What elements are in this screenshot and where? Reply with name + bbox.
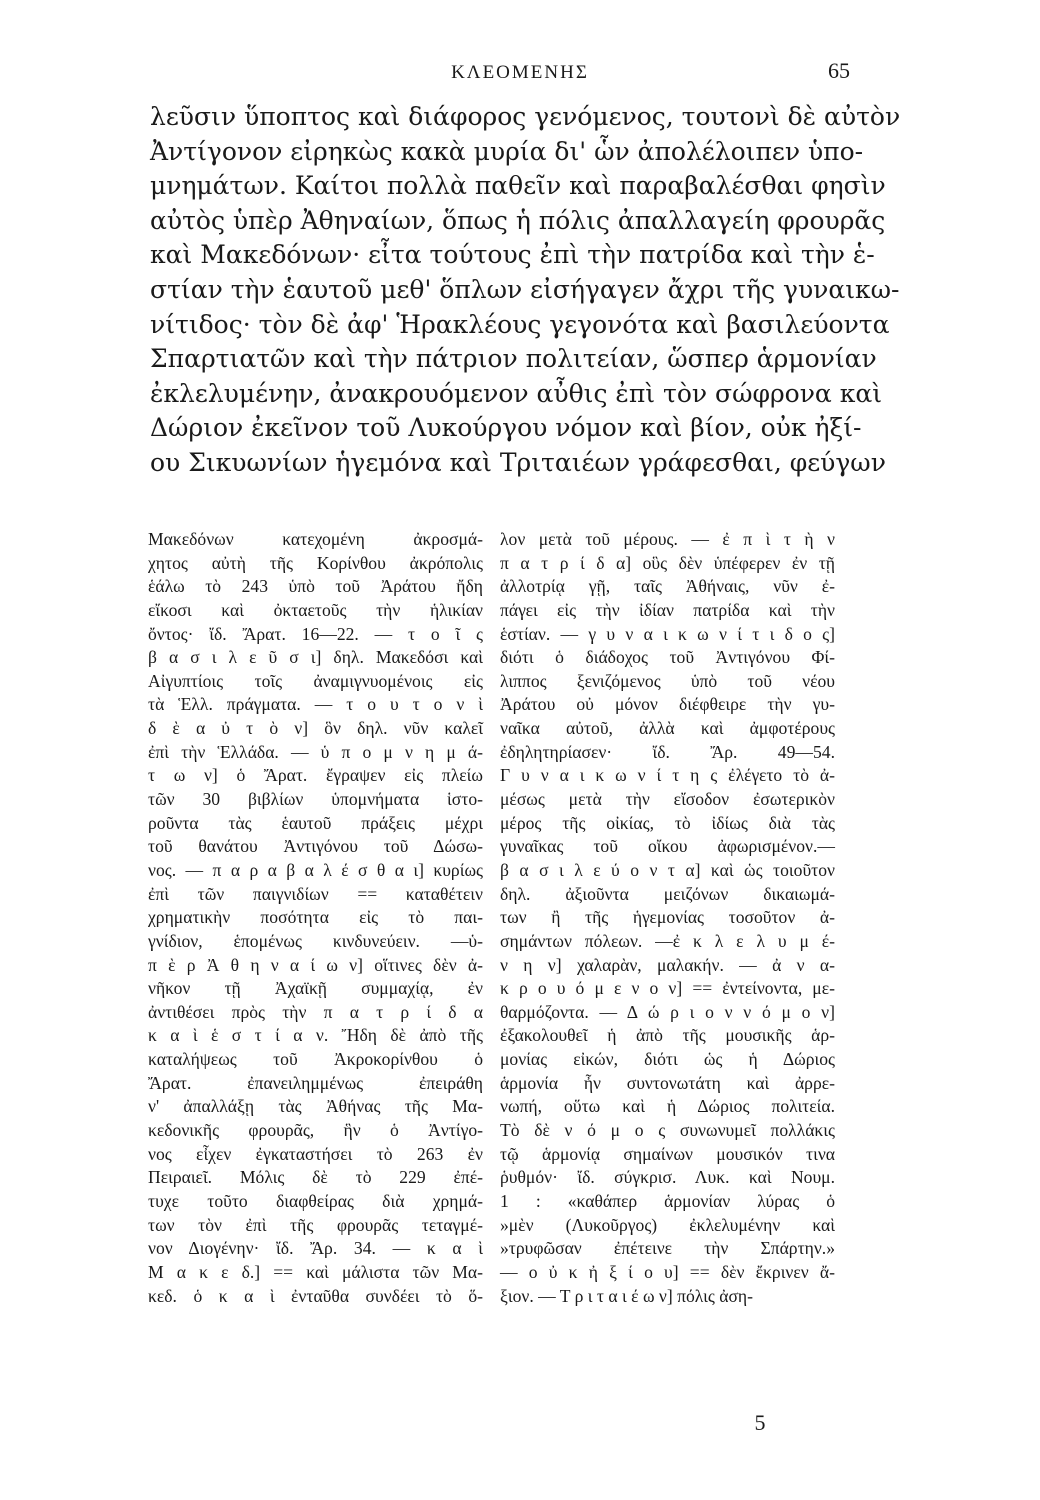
- footnote-line: νωπή, οὕτω καὶ ἡ Δώριος πολιτεία.: [500, 1096, 835, 1117]
- footnote-line: π ὲ ρ Ἀ θ η ν α ί ω ν] οἵτινες δὲν ἀ-: [148, 954, 483, 975]
- footnote-line: νῆκον τῇ Ἀχαϊκῇ συμμαχίᾳ, ἐν: [148, 978, 483, 999]
- main-text-line: καὶ Μακεδόνων· εἶτα τούτους ἐπὶ τὴν πατρίδα καὶ τὴν ἑ-: [150, 240, 875, 270]
- footnote-line: γυναῖκας τοῦ οἴκου ἀφωρισμένον.—: [500, 836, 835, 857]
- footnote-line: β α σ ι λ ε ύ ο ν τ α] καὶ ὡς τοιοῦτον: [500, 859, 835, 880]
- main-text-line: αὐτὸς ὑπὲρ Ἀθηναίων, ὅπως ἡ πόλις ἀπαλλαγείη φρουρᾶς: [150, 205, 886, 235]
- footnote-line: των τὸν ἐπὶ τῆς φρουρᾶς τεταγμέ-: [148, 1214, 483, 1235]
- footnotes-right-column: [500, 528, 835, 1308]
- footnote-line: κ α ὶ ἑ σ τ ί α ν. Ἤδη δὲ ἀπὸ τῆς: [148, 1025, 483, 1046]
- main-text-line: Σπαρτιατῶν καὶ τὴν πάτριον πολιτείαν, ὥσπερ ἁρμονίαν: [150, 344, 877, 374]
- footnote-line: λιππος ξενιζόμενος ὑπὸ τοῦ νέου: [500, 670, 835, 691]
- footnote-line: »μὲν (Λυκοῦργος) ἐκλελυμένην καὶ: [500, 1214, 835, 1235]
- main-text-line: ἐκλελυμένην, ἀνακρουόμενον αὖθις ἐπὶ τὸν σώφρονα καὶ: [150, 378, 883, 408]
- footnote-line: Τὸ δὲ ν ό μ ο ς συνωνυμεῖ πολλάκις: [500, 1120, 835, 1141]
- main-text-line: στίαν τὴν ἑαυτοῦ μεθ' ὅπλων εἰσήγαγεν ἄχρι τῆς γυναικω-: [150, 274, 900, 304]
- footnote-line: Μακεδόνων κατεχομένη ἀκροσμά-: [148, 529, 483, 549]
- footnote-line: κεδονικῆς φρουρᾶς, ἣν ὁ Ἀντίγο-: [148, 1120, 483, 1141]
- footnote-line: των ἢ τῆς ἡγεμονίας τοσοῦτον ἀ-: [500, 907, 835, 928]
- footnote-line: Γ υ ν α ι κ ω ν ί τ η ς ἐλέγετο τὸ ἀ-: [500, 765, 835, 786]
- footnote-line: χρηματικὴν ποσότητα εἰς τὸ παι-: [148, 907, 483, 928]
- footnote-line: θαρμόζοντα. — Δ ώ ρ ι ο ν ν ό μ ο ν]: [500, 1001, 835, 1022]
- footnote-line: Ἄρατ. ἐπανειλημμένως ἐπειράθη: [148, 1072, 483, 1093]
- footnote-line: — ο ὐ κ ἠ ξ ί ο υ] == δὲν ἔκρινεν ἄ-: [500, 1261, 835, 1282]
- footnote-line: τῷ ἁρμονίᾳ σημαίνων μουσικόν τινα: [500, 1143, 835, 1164]
- signature-mark: 5: [754, 1410, 766, 1435]
- footnote-line: ἑάλω τὸ 243 ὑπὸ τοῦ Ἀράτου ἤδη: [148, 576, 483, 597]
- footnote-line: διότι ὁ διάδοχος τοῦ Ἀντιγόνου Φί-: [500, 647, 835, 668]
- footnote-line: ἐπὶ τῶν παιγνιδίων == καταθέτειν: [148, 883, 483, 904]
- main-text-line: Ἀντίγονον εἰρηκὼς κακὰ μυρία δι' ὧν ἀπολέλοιπεν ὑπο-: [150, 136, 864, 166]
- footnote-line: κεδ. ὁ κ α ὶ ἐνταῦθα συνδέει τὸ ὅ-: [148, 1285, 483, 1306]
- main-text-line: λεῦσιν ὕποπτος καὶ διάφορος γενόμενος, τουτονὶ δὲ αὐτὸν: [150, 102, 901, 131]
- footnote-line: πάγει εἰς τὴν ἰδίαν πατρίδα καὶ τὴν: [500, 599, 835, 620]
- footnote-line: τῶν 30 βιβλίων ὑπομνήματα ἱστο-: [148, 789, 483, 810]
- main-text-line: νίτιδος· τὸν δὲ ἀφ' Ἡρακλέους γεγονότα καὶ βασιλεύοντα: [150, 309, 890, 339]
- footnotes-left-column: [148, 528, 483, 1308]
- footnote-line: ἐδηλητηρίασεν· ἴδ. Ἄρ. 49—54.: [500, 741, 835, 762]
- footnote-line: »τρυφῶσαν ἐπέτεινε τὴν Σπάρτην.»: [500, 1238, 835, 1259]
- footnote-line: τ ω ν] ὁ Ἄρατ. ἔγραψεν εἰς πλείω: [148, 765, 483, 786]
- footnote-line: δ ὲ α ὐ τ ὸ ν] ὃν δηλ. νῦν καλεῖ: [148, 718, 483, 739]
- footnote-line: νον Διογένην· ἴδ. Ἄρ. 34. — κ α ὶ: [148, 1238, 483, 1259]
- footnote-line: Πειραιεῖ. Μόλις δὲ τὸ 229 ἐπέ-: [148, 1167, 483, 1188]
- footnote-line: Αἰγυπτίοις τοῖς ἀναμιγνυομένοις εἰς: [148, 670, 483, 691]
- footnote-line: δηλ. ἀξιοῦντα μειζόνων δικαιωμά-: [500, 883, 835, 904]
- footnote-line: ν' ἀπαλλάξῃ τὰς Ἀθήνας τῆς Μα-: [148, 1096, 483, 1117]
- footnote-line: καταλήψεως τοῦ Ἀκροκορίνθου ὁ: [148, 1049, 483, 1070]
- footnote-line: μέρος τῆς οἰκίας, τὸ ἰδίως διὰ τὰς: [500, 812, 835, 833]
- footnote-line: ξιον. — Τ ρ ι τ α ι έ ω ν] πόλις ἀση-: [500, 1285, 753, 1306]
- footnote-line: ἁρμονία ἦν συντονωτάτη καὶ ἀρρε-: [500, 1072, 835, 1093]
- footnote-line: γνίδιον, ἑπομένως κινδυνεύειν. —ὑ-: [148, 930, 483, 951]
- main-text-line: Δώριον ἐκεῖνον τοῦ Λυκούργου νόμον καὶ βίον, οὐκ ἠξί-: [150, 413, 862, 443]
- main-text-line: μνημάτων. Καίτοι πολλὰ παθεῖν καὶ παραβαλέσθαι φησὶν: [150, 171, 886, 201]
- footnote-line: κ ρ ο υ ό μ ε ν ο ν] == ἐντείνοντα, με-: [500, 978, 835, 999]
- footnote-line: ῥυθμόν· ἴδ. σύγκρισ. Λυκ. καὶ Νουμ.: [500, 1167, 835, 1188]
- footnote-line: νος. — π α ρ α β α λ έ σ θ α ι] κυρίως: [148, 859, 483, 880]
- footnote-line: ἑστίαν. — γ υ ν α ι κ ω ν ί τ ι δ ο ς]: [500, 623, 835, 644]
- running-title: ΚΛΕΟΜΕΝΗΣ: [451, 62, 589, 83]
- footnote-line: σημάντων πόλεων. —ἐ κ λ ε λ υ μ έ-: [500, 930, 835, 951]
- main-text-line: ου Σικυωνίων ἡγεμόνα καὶ Τριταιέων γράφεσθαι, φεύγων: [150, 447, 886, 477]
- footnote-line: νος εἶχεν ἐγκαταστήσει τὸ 263 ἐν: [148, 1143, 483, 1164]
- footnote-line: τὰ Ἑλλ. πράγματα. — τ ο υ τ ο ν ὶ: [148, 694, 483, 715]
- footnote-line: μονίας εἰκών, διότι ὡς ἡ Δώριος: [500, 1049, 835, 1070]
- footnote-line: ἐξακολουθεῖ ἡ ἀπὸ τῆς μουσικῆς ἁρ-: [500, 1025, 835, 1046]
- footnote-line: ν η ν] χαλαρὰν, μαλακήν. — ἀ ν α-: [500, 954, 835, 975]
- footnote-line: ἀλλοτρίᾳ γῇ, ταῖς Ἀθήναις, νῦν ἐ-: [500, 576, 835, 597]
- footnote-line: ναῖκα αὐτοῦ, ἀλλὰ καὶ ἀμφοτέρους: [500, 718, 835, 739]
- footnote-line: χητος αὐτὴ τῆς Κορίνθου ἀκρόπολις: [148, 552, 483, 573]
- footnote-line: Μ α κ ε δ.] == καὶ μάλιστα τῶν Μα-: [148, 1261, 483, 1282]
- footnote-line: ἀντιθέσει πρὸς τὴν π α τ ρ ί δ α: [148, 1001, 483, 1022]
- footnote-line: ἐπὶ τὴν Ἑλλάδα. — ὑ π ο μ ν η μ ά-: [148, 741, 483, 762]
- footnote-line: Ἀράτου οὐ μόνον διέφθειρε τὴν γυ-: [500, 694, 835, 715]
- main-text-block: [150, 100, 901, 481]
- footnote-line: λον μετὰ τοῦ μέρους. — ἐ π ὶ τ ὴ ν: [500, 529, 835, 549]
- footnote-line: 1 : «καθάπερ ἁρμονίαν λύρας ὁ: [500, 1190, 835, 1211]
- footnote-line: β α σ ι λ ε ῦ σ ι] δηλ. Μακεδόσι καὶ: [148, 647, 483, 668]
- footnote-line: εἴκοσι καὶ ὀκταετοῦς τὴν ἡλικίαν: [148, 599, 483, 620]
- footnote-line: ὄντος· ἴδ. Ἄρατ. 16—22. — τ ο ῖ ς: [148, 623, 483, 644]
- page-number: 65: [828, 58, 850, 83]
- footnote-line: μέσως μετὰ τὴν εἴσοδον ἐσωτερικὸν: [500, 789, 835, 810]
- footnote-line: ροῦντα τὰς ἑαυτοῦ πράξεις μέχρι: [148, 812, 483, 833]
- footnote-line: τοῦ θανάτου Ἀντιγόνου τοῦ Δώσω-: [148, 836, 483, 857]
- footnote-line: π α τ ρ ί δ α] οὓς δὲν ὑπέφερεν ἐν τῇ: [500, 552, 835, 573]
- footnote-line: τυχε τοῦτο διαφθείρας διὰ χρημά-: [148, 1190, 483, 1211]
